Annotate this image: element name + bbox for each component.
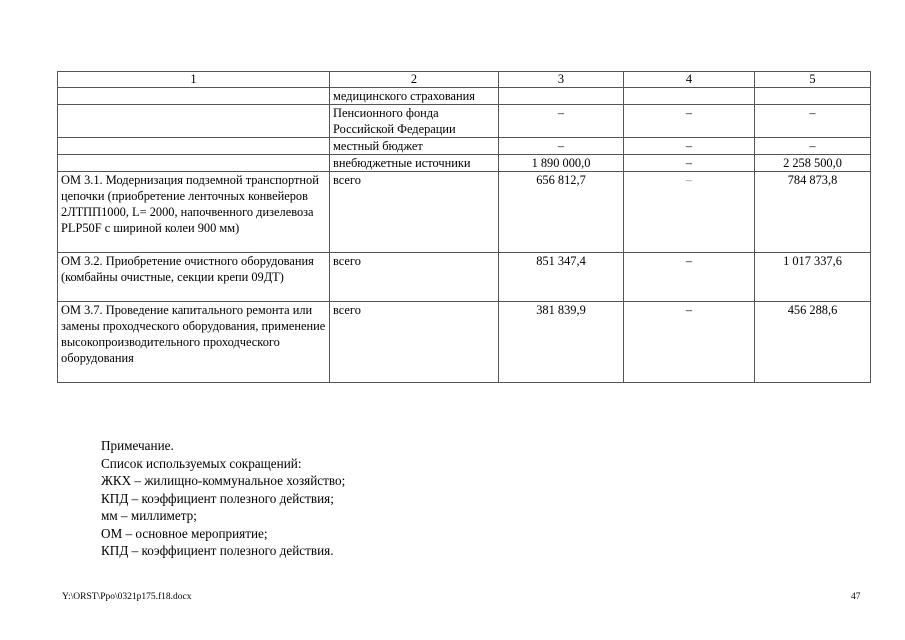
value-cell: 851 347,4 — [499, 253, 624, 302]
funding-source-cell: всего — [330, 253, 499, 302]
value-cell — [624, 88, 755, 105]
value-cell: 381 839,9 — [499, 302, 624, 383]
table-row — [58, 138, 871, 155]
table-row — [58, 302, 871, 383]
header-cell: 5 — [755, 72, 871, 88]
value-cell: 656 812,7 — [499, 172, 624, 253]
value-cell: 1 017 337,6 — [755, 253, 871, 302]
header-cell: 3 — [499, 72, 624, 88]
value-cell: – — [499, 138, 624, 155]
value-cell: 2 258 500,0 — [755, 155, 871, 172]
funding-source-cell: Пенсионного фонда Российской Федерации — [330, 105, 499, 138]
abbreviation-item: мм – миллиметр; — [101, 508, 197, 523]
value-cell: – — [755, 105, 871, 138]
footer-file-path: Y:\ORST\Ppo\0321p175.f18.docx — [62, 592, 192, 602]
notes-block — [101, 437, 345, 560]
event-name-cell: ОМ 3.7. Проведение капитального ремонта или замены проходческого оборудования, применение высокопроизводительного проходческого оборудования — [58, 302, 330, 383]
table-row — [58, 88, 871, 105]
header-cell: 2 — [330, 72, 499, 88]
value-cell — [499, 88, 624, 105]
abbreviation-item: ОМ – основное мероприятие; — [101, 525, 268, 541]
funding-source-cell: всего — [330, 172, 499, 253]
value-cell: – — [624, 302, 755, 383]
abbreviation-item: КПД – коэффициент полезного действия; — [101, 490, 334, 506]
event-name-cell: ОМ 3.1. Модернизация подземной транспортной цепочки (приобретение ленточных конвейеров 2ЛТПП1000, L= 2000, напочвенного дизелевоза PLP50F с шириной колеи 900 мм) — [58, 172, 330, 253]
event-name-cell — [58, 138, 330, 155]
value-cell: 1 890 000,0 — [499, 155, 624, 172]
abbreviation-item: ЖКХ – жилищно-коммунальное хозяйство; — [101, 473, 346, 488]
table-row — [58, 105, 871, 138]
page-number: 47 — [851, 592, 861, 602]
funding-source-cell: местный бюджет — [330, 138, 499, 155]
value-cell: 784 873,8 — [755, 172, 871, 253]
value-cell: – — [755, 138, 871, 155]
value-cell: – — [624, 105, 755, 138]
table-header-row — [58, 72, 871, 88]
funding-source-cell: медицинского страхования — [330, 88, 499, 105]
event-name-cell — [58, 88, 330, 105]
header-cell: 4 — [624, 72, 755, 88]
notes-intro: Список используемых сокращений: — [101, 455, 302, 471]
value-cell: 456 288,6 — [755, 302, 871, 383]
value-cell — [755, 88, 871, 105]
notes-title: Примечание. — [101, 438, 174, 453]
value-cell: – — [624, 155, 755, 172]
table-row — [58, 155, 871, 172]
value-cell: – — [499, 105, 624, 138]
event-name-cell — [58, 105, 330, 138]
header-cell: 1 — [58, 72, 330, 88]
value-cell: – — [624, 172, 755, 253]
funding-source-cell: внебюджетные источники — [330, 155, 499, 172]
table-row — [58, 253, 871, 302]
event-name-cell — [58, 155, 330, 172]
event-name-cell: ОМ 3.2. Приобретение очистного оборудования (комбайны очистные, секции крепи 09ДТ) — [58, 253, 330, 302]
value-cell: – — [624, 253, 755, 302]
abbreviation-item: КПД – коэффициент полезного действия. — [101, 543, 334, 558]
funding-table — [57, 71, 871, 383]
table-row — [58, 172, 871, 253]
value-cell: – — [624, 138, 755, 155]
funding-source-cell: всего — [330, 302, 499, 383]
